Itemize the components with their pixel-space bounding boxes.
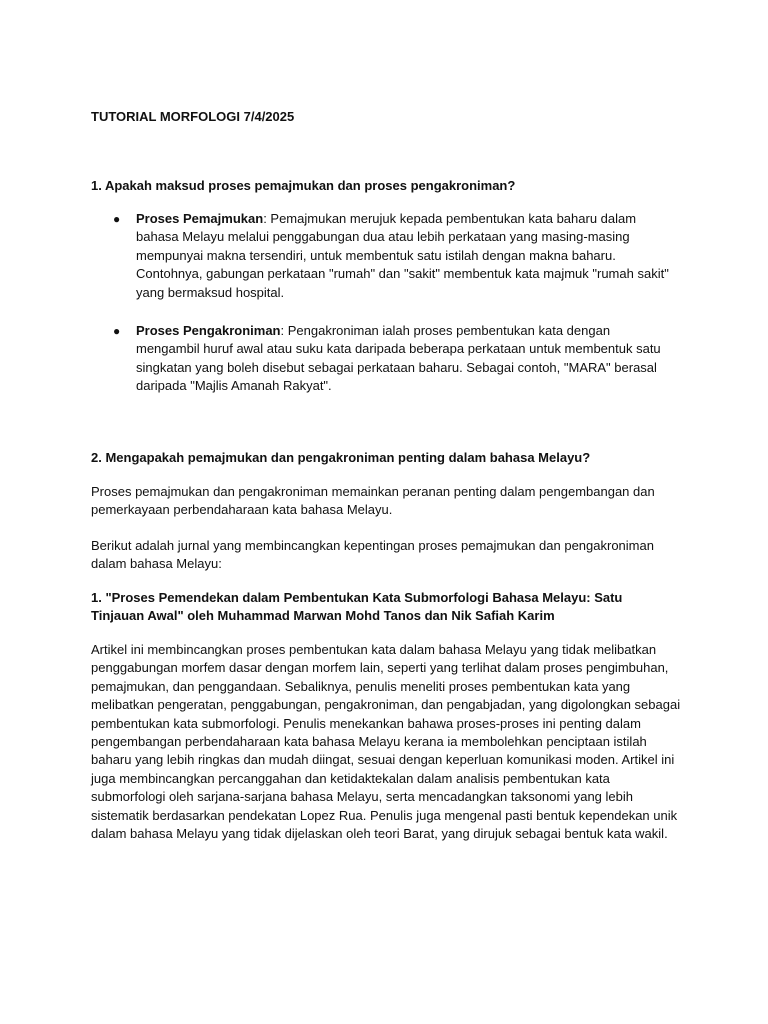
page-title: TUTORIAL MORFOLOGI 7/4/2025 xyxy=(91,109,295,124)
question-1-heading: 1. Apakah maksud proses pemajmukan dan proses pengakroniman? xyxy=(91,178,516,193)
paragraph: Berikut adalah jurnal yang membincangkan kepentingan proses pemajmukan dan pengakroniman dalam bahasa Melayu: xyxy=(91,538,654,572)
bullet-text xyxy=(136,322,673,396)
bullet-text xyxy=(136,210,673,302)
bullet-icon: ● xyxy=(113,212,121,226)
term-label: Proses Pemajmukan xyxy=(136,211,264,226)
question-2-heading: 2. Mengapakah pemajmukan dan pengakroniman penting dalam bahasa Melayu? xyxy=(91,450,591,465)
bullet-icon: ● xyxy=(113,324,121,338)
journal-summary: Artikel ini membincangkan proses pembentukan kata dalam bahasa Melayu yang tidak melibatkan penggabungan morfem dasar dengan morfem lain, seperti yang terlihat dalam proses pengimbuhan, pemajmukan, dan penggandaan. Sebaliknya, penulis meneliti proses pembentukan kata yang melibatkan pengeratan, penggabungan, pengakroniman, dan pengabjadan, yang digolongkan sebagai pembentukan kata submorfologi. Penulis menekankan bahawa proses-proses ini penting dalam pengembangan perbendaharaan kata bahasa Melayu kerana ia membolehkan penciptaan istilah baharu yang lebih ringkas dan mudah diingat, sesuai dengan keperluan komunikasi moden. Artikel ini juga membincangkan percanggahan dan ketidaktekalan dalam analisis pembentukan kata submorfologi oleh sarjana-sarjana bahasa Melayu, serta mencadangkan taksonomi yang lebih sistematik berdasarkan pendekatan Lopez Rua. Penulis juga mengenal pasti bentuk kependekan unik dalam bahasa Melayu yang tidak dijelaskan oleh teori Barat, yang dirujuk sebagai bentuk kata wakil. xyxy=(91,642,681,842)
term-definition: : Pemajmukan merujuk kepada pembentukan kata baharu dalam bahasa Melayu melalui penggabungan dua atau lebih perkataan yang masing-masing mempunyai makna tersendiri, untuk membentuk satu istilah dengan makna baharu. Contohnya, gabungan perkataan "rumah" dan "sakit" membentuk kata majmuk "rumah sakit" yang bermaksud hospital. xyxy=(136,211,669,300)
term-definition: : Pengakroniman ialah proses pembentukan kata dengan mengambil huruf awal atau suku kata daripada beberapa perkataan untuk membentuk satu singkatan yang boleh disebut sebagai perkataan baharu. Sebagai contoh, "MARA" berasal daripada "Majlis Amanah Rakyat". xyxy=(136,323,661,394)
paragraph: Proses pemajmukan dan pengakroniman memainkan peranan penting dalam pengembangan dan pemerkayaan perbendaharaan kata bahasa Melayu. xyxy=(91,484,655,518)
journal-title: 1. "Proses Pemendekan dalam Pembentukan Kata Submorfologi Bahasa Melayu: Satu Tinjauan Awal" oleh Muhammad Marwan Mohd Tanos dan Nik Safiah Karim xyxy=(91,590,623,624)
term-label: Proses Pengakroniman xyxy=(136,323,281,338)
